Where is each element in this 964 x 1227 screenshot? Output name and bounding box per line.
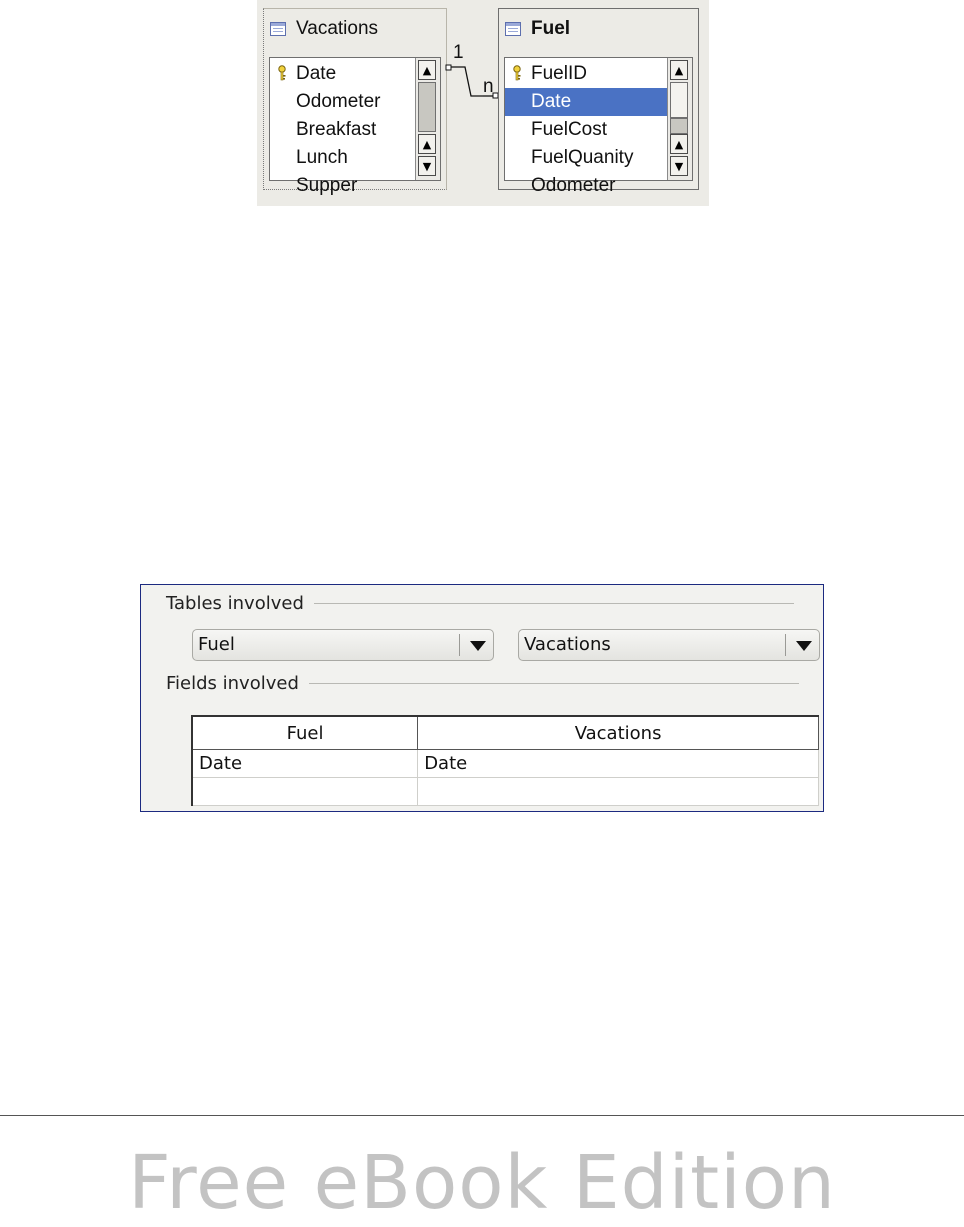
field-item-fuelcost[interactable] [505,116,668,144]
table-row [192,778,819,806]
scroll-up-icon[interactable]: ▲ [418,134,436,154]
relation-design-view [257,0,709,206]
field-label: Lunch [296,147,348,168]
scrollbar-track[interactable] [670,118,688,134]
relations-dialog [140,584,824,812]
combo-separator [785,634,786,656]
field-label: Date [296,63,337,84]
cardinality-many: n [483,76,494,97]
field-list[interactable] [269,57,441,196]
combo-separator [459,634,460,656]
table-window-fuel[interactable] [498,8,699,196]
footer-divider [0,1115,964,1116]
tables-involved-group [166,593,794,614]
grid-cell[interactable] [192,778,418,806]
scroll-up-icon[interactable]: ▲ [670,60,688,80]
scroll-down-icon[interactable]: ▼ [670,156,688,176]
field-item-odometer[interactable] [270,88,416,116]
table-icon [270,22,286,36]
field-item-breakfast[interactable] [270,116,416,144]
table-window-vacations[interactable] [263,8,447,196]
grid-header-row [192,716,819,750]
primary-key-icon [511,65,523,81]
table-window-title[interactable] [270,17,378,41]
fields-involved-group [166,673,799,694]
vertical-scrollbar[interactable] [415,58,440,180]
fields-involved-label: Fields involved [166,673,299,694]
grid-cell[interactable]: Date [192,750,418,778]
table-select-right[interactable] [518,629,820,661]
column-header-vacations[interactable]: Vacations [418,716,819,750]
scroll-up-icon[interactable]: ▲ [670,134,688,154]
field-item-fuelquanity[interactable] [505,144,668,172]
table-icon [505,22,521,36]
column-header-fuel[interactable]: Fuel [192,716,418,750]
vertical-scrollbar[interactable] [667,58,692,180]
tables-involved-label: Tables involved [166,593,304,614]
cardinality-one: 1 [453,42,464,63]
dropdown-arrow-icon[interactable] [470,641,486,651]
field-label: Breakfast [296,119,377,140]
grid-cell[interactable]: Date [418,750,819,778]
dropdown-arrow-icon[interactable] [796,641,812,651]
table-row [192,750,819,778]
field-label: Odometer [531,175,616,196]
field-item-fuelid[interactable] [505,60,668,88]
group-divider [309,683,799,684]
fields-grid[interactable] [191,715,819,806]
field-item-date-selected[interactable] [505,88,668,116]
primary-key-icon [276,65,288,81]
field-item-odometer[interactable] [505,172,668,200]
scrollbar-thumb[interactable] [670,82,688,118]
scrollbar-thumb[interactable] [418,82,436,132]
group-divider [314,603,794,604]
scroll-up-icon[interactable]: ▲ [418,60,436,80]
table-select-left-value: Fuel [198,634,235,655]
field-item-supper[interactable] [270,172,416,200]
field-item-date[interactable] [270,60,416,88]
table-select-right-value: Vacations [524,634,611,655]
field-label: FuelQuanity [531,147,634,168]
table-title-vacations: Vacations [296,18,379,39]
field-label: Odometer [296,91,381,112]
field-label: FuelCost [531,119,608,140]
field-label: Supper [296,175,358,196]
table-window-title[interactable] [505,17,570,41]
field-item-lunch[interactable] [270,144,416,172]
field-label: Date [531,91,572,112]
scroll-down-icon[interactable]: ▼ [418,156,436,176]
field-list[interactable] [504,57,693,196]
grid-cell[interactable] [418,778,819,806]
footer-watermark: Free eBook Edition [128,1140,836,1226]
table-title-fuel: Fuel [531,18,571,39]
table-select-left[interactable] [192,629,494,661]
field-label: FuelID [531,63,587,84]
